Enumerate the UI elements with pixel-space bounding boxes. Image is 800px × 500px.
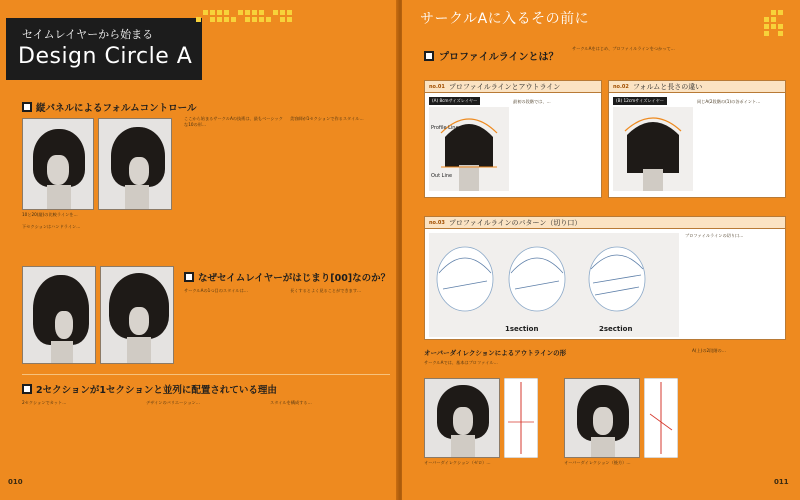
dot bbox=[771, 10, 776, 15]
section-square-icon bbox=[184, 272, 194, 282]
section3-text-col3: スタイルを構成する… bbox=[270, 400, 312, 405]
divider bbox=[22, 374, 390, 375]
hair-photo-3 bbox=[22, 266, 96, 364]
left-page-header bbox=[0, 0, 398, 96]
box-02 bbox=[608, 80, 786, 198]
dot bbox=[764, 10, 769, 15]
photo-caption-1: 10と20(縦)の比較ラインを… bbox=[22, 212, 78, 217]
box-02-head bbox=[609, 81, 785, 93]
section-square-icon bbox=[424, 51, 434, 61]
section3-title: 2セクションが1セクションと並列に配置されている理由 bbox=[36, 385, 277, 396]
right-page bbox=[402, 0, 800, 500]
page-subtitle: セイムレイヤーから始まる bbox=[22, 28, 154, 41]
head-diagram-01 bbox=[429, 107, 509, 191]
section1-title: 縦パネルによるフォルムコントロール bbox=[36, 103, 197, 114]
dot bbox=[238, 10, 243, 15]
section-square-icon bbox=[22, 384, 32, 394]
section1-text-col2: 美容師が1セクションで作るスタイル… bbox=[290, 116, 364, 121]
box-03-text: プロファイルラインの切り口… bbox=[685, 233, 744, 238]
dot bbox=[224, 10, 229, 15]
box-title: フォルムと長さの違い bbox=[632, 82, 703, 91]
box-01 bbox=[424, 80, 602, 198]
section-square-icon bbox=[22, 102, 32, 112]
dot bbox=[203, 10, 208, 15]
dot bbox=[287, 10, 292, 15]
section3-text-col1: 2セクションでカット… bbox=[22, 400, 67, 405]
page-title: Design Circle A bbox=[18, 44, 193, 69]
section2-text-col2: 長くするとよく見ることができます… bbox=[290, 288, 362, 293]
dot bbox=[273, 17, 278, 22]
dot bbox=[778, 10, 783, 15]
hair-photo-5 bbox=[424, 378, 500, 458]
box-02-text: 同じA(2段階の(1)の各ポイント… bbox=[697, 99, 761, 104]
left-page bbox=[0, 0, 398, 500]
photo-caption-6: オーバーダイレクション（後方）… bbox=[564, 460, 631, 465]
dot bbox=[273, 10, 278, 15]
box-01-text: 最初の段階では、… bbox=[513, 99, 551, 104]
dot bbox=[280, 17, 285, 22]
dot bbox=[217, 10, 222, 15]
box-title: プロファイルラインとアウトライン bbox=[448, 82, 561, 91]
hair-photo-1 bbox=[22, 118, 94, 210]
photo-caption-2: 下セクションはハンドライン… bbox=[22, 224, 81, 229]
box-number: no.02 bbox=[613, 83, 629, 90]
decorative-dots bbox=[196, 10, 292, 22]
dot bbox=[210, 10, 215, 15]
dot bbox=[764, 24, 769, 29]
section1-text-col1: ここから始まるサークルAの技術は、最もベーシックな10の形… bbox=[184, 116, 283, 128]
section3-text-col2: デザインのバリエーション… bbox=[146, 400, 200, 405]
box-04-title: オーバーダイレクションによるアウトラインの形 bbox=[424, 349, 567, 357]
box-03 bbox=[424, 216, 786, 340]
dot bbox=[210, 17, 215, 22]
box-01-head bbox=[425, 81, 601, 93]
dot bbox=[252, 17, 257, 22]
box-04-side-text: A(上)の2段階の… bbox=[692, 348, 726, 353]
dot bbox=[266, 17, 271, 22]
dot bbox=[231, 17, 236, 22]
dot bbox=[203, 17, 208, 22]
box-04-text: サークルAでは、基本はプロファイル… bbox=[424, 360, 498, 365]
dot bbox=[764, 31, 769, 36]
dot bbox=[771, 31, 776, 36]
dot bbox=[217, 17, 222, 22]
page-number: 011 bbox=[774, 478, 789, 486]
intro-heading bbox=[424, 48, 559, 63]
dot bbox=[778, 17, 783, 22]
box-number: no.03 bbox=[429, 219, 445, 226]
dot bbox=[245, 17, 250, 22]
dot bbox=[196, 10, 201, 15]
dot bbox=[259, 10, 264, 15]
direction-diagram-1 bbox=[504, 378, 538, 458]
box-tag: (B) 12cmサイズレイヤー bbox=[613, 97, 667, 105]
box-title: プロファイルラインのパターン（切り口） bbox=[448, 218, 582, 227]
dot bbox=[287, 17, 292, 22]
dot bbox=[771, 24, 776, 29]
dot bbox=[259, 17, 264, 22]
label-2section: 2section bbox=[599, 325, 633, 333]
direction-diagram-2 bbox=[644, 378, 678, 458]
box-tag: (A) 8cmサイズレイヤー bbox=[429, 97, 480, 105]
dot bbox=[196, 17, 201, 22]
dot bbox=[231, 10, 236, 15]
hair-photo-2 bbox=[98, 118, 172, 210]
section-pattern-diagram bbox=[429, 233, 679, 337]
head-diagram-02 bbox=[613, 107, 693, 191]
section2-heading bbox=[184, 270, 390, 284]
intro-title: プロファイルラインとは？ bbox=[439, 52, 559, 63]
profile-line-label: Profile Line bbox=[431, 125, 459, 131]
dot bbox=[238, 17, 243, 22]
section1-heading bbox=[22, 100, 196, 114]
box-number: no.01 bbox=[429, 83, 445, 90]
dot bbox=[266, 10, 271, 15]
dot bbox=[280, 10, 285, 15]
dot bbox=[771, 17, 776, 22]
label-1section: 1section bbox=[505, 325, 539, 333]
hair-photo-4 bbox=[100, 266, 174, 364]
dot bbox=[778, 31, 783, 36]
dot bbox=[778, 24, 783, 29]
box-03-head bbox=[425, 217, 785, 229]
decorative-dots bbox=[764, 10, 783, 36]
intro-text: サークルAをはじめ、プロファイルラインをつかって… bbox=[572, 46, 675, 51]
section2-title: なぜセイムレイヤーがはじまり[00]なのか？ bbox=[198, 273, 391, 284]
dot bbox=[764, 17, 769, 22]
right-page-title: サークルAに入るその前に bbox=[420, 11, 590, 27]
hair-photo-6 bbox=[564, 378, 640, 458]
dot bbox=[252, 10, 257, 15]
dot bbox=[245, 10, 250, 15]
out-line-label: Out Line bbox=[431, 173, 453, 179]
photo-caption-5: オーバーダイレクション（ゼロ）… bbox=[424, 460, 491, 465]
section3-heading bbox=[22, 382, 277, 396]
dot bbox=[224, 17, 229, 22]
section2-text-col1: サークルAの1つ目のスタイルは… bbox=[184, 288, 248, 293]
page-number: 010 bbox=[8, 478, 23, 486]
